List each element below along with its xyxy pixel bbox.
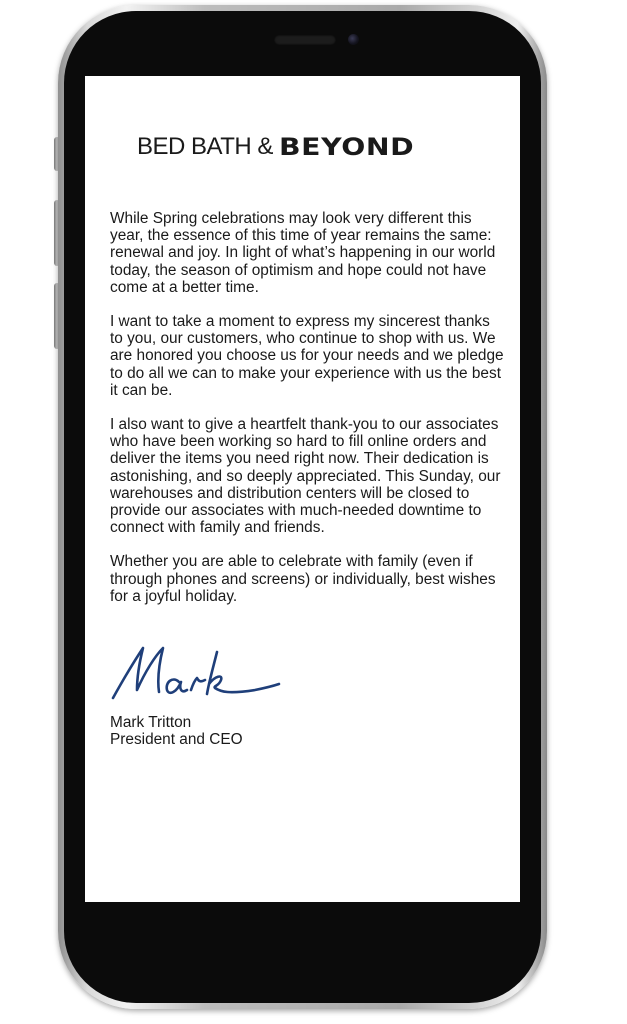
signoff xyxy=(110,714,243,749)
letter-paragraph: While Spring celebrations may look very different this year, the essence of this time of year remains the same: renewal and joy. In light of what’s happening in our world today, the season of optimism and hope could not have come at a better time. xyxy=(110,210,496,296)
brand-logo-bold: BEYOND xyxy=(279,133,415,161)
letter-paragraph: I want to take a moment to express my sincerest thanks to you, our customers, who continue to shop with us. We are honored you choose us for your needs and we pledge to do all we can to make your experience with us the best it can be. xyxy=(110,313,504,399)
letter-paragraph: I also want to give a heartfelt thank-you to our associates who have been working so hard to fill online orders and deliver the items you need right now. Their dedication is astonishing, and so deeply appreciated. This Sunday, our warehouses and distribution centers will be closed to provide our associates with much-needed downtime to connect with family and friends. xyxy=(110,416,501,537)
signer-title: President and CEO xyxy=(110,731,243,749)
signature xyxy=(105,642,285,702)
phone-screen xyxy=(85,76,520,902)
brand-logo xyxy=(137,133,467,163)
front-camera-icon xyxy=(348,34,359,45)
letter-paragraph: Whether you are able to celebrate with family (even if through phones and screens) or individually, best wishes for a joyful holiday. xyxy=(110,553,496,605)
letter-body xyxy=(110,210,505,622)
signer-name: Mark Tritton xyxy=(110,714,192,731)
speaker-grille-icon xyxy=(274,35,336,45)
brand-logo-light: BED BATH & xyxy=(137,133,280,160)
